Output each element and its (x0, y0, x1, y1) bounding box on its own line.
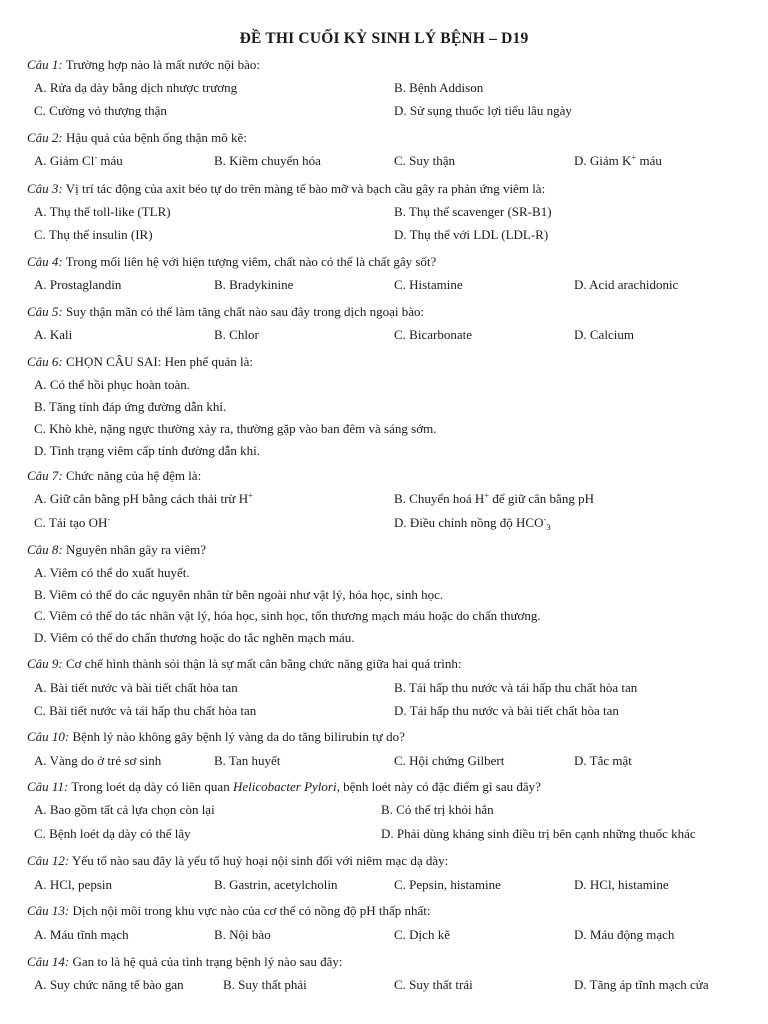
question-14 (27, 954, 343, 970)
option-b[interactable]: B. Thụ thể scavenger (SR-B1) (394, 204, 552, 219)
option-a[interactable]: A. Suy chức năng tế bào gan (34, 977, 184, 992)
question-text: Nguyên nhân gây ra viêm? (66, 542, 207, 557)
question-text: Dịch nội môi trong khu vực nào của cơ thể có nồng độ pH thấp nhất: (72, 903, 431, 918)
question-number: Câu 9: (27, 656, 63, 671)
option-a[interactable]: A. Prostaglandin (34, 277, 122, 292)
question-number: Câu 3: (27, 181, 63, 196)
option-a[interactable]: A. Viêm có thể do xuất huyết. (34, 565, 190, 580)
option-c[interactable]: C. Thụ thể insulin (IR) (34, 227, 153, 242)
option-c[interactable]: C. Suy thận (394, 153, 456, 168)
option-c[interactable]: C. Cường vỏ thượng thận (34, 103, 167, 118)
option-a[interactable]: A. Thụ thể toll-like (TLR) (34, 204, 171, 219)
option-d[interactable]: D. Tình trạng viêm cấp tính đường dẫn khí. (34, 443, 260, 458)
option-a[interactable]: A. Máu tĩnh mạch (34, 927, 129, 942)
question-number: Câu 12: (27, 853, 70, 868)
option-a[interactable]: A. Bao gồm tất cả lựa chọn còn lại (34, 802, 215, 817)
option-c[interactable]: C. Bệnh loét dạ dày có thể lây (34, 826, 191, 841)
option-b[interactable]: B. Bradykinine (214, 277, 294, 292)
question-8 (27, 542, 206, 558)
question-text: Trong mối liên hệ với hiện tượng viêm, chất nào có thể là chất gây sốt? (65, 254, 437, 269)
question-2 (27, 130, 247, 146)
question-text: Suy thận mãn có thể làm tăng chất nào sau đây trong dịch ngoại bào: (66, 304, 425, 319)
option-d[interactable]: D. Calcium (574, 327, 634, 342)
question-10 (27, 729, 405, 745)
option-a[interactable]: A. Có thể hồi phục hoàn toàn. (34, 377, 190, 392)
question-text: Trong loét dạ dày có liên quan Helicobacter Pylori, bệnh loét này có đặc điểm gì sau đây? (71, 779, 541, 794)
question-number: Câu 4: (27, 254, 63, 269)
option-a[interactable]: A. Vàng do ở trẻ sơ sinh (34, 753, 162, 768)
question-text: Trường hợp nào là mất nước nội bào: (65, 57, 260, 72)
option-b[interactable]: B. Tan huyết (214, 753, 281, 768)
option-b[interactable]: B. Bệnh Addison (394, 80, 484, 95)
option-d[interactable]: D. Phải dùng kháng sinh điều trị bên cạnh những thuốc khác (381, 826, 696, 841)
question-number: Câu 1: (27, 57, 63, 72)
question-13 (27, 903, 430, 919)
option-c[interactable]: C. Suy thất trái (394, 977, 473, 992)
option-d[interactable]: D. Tắc mật (574, 753, 632, 768)
question-text: Vị trí tác động của axit béo tự do trên màng tế bào mỡ và bạch cầu gây ra phản ứng viêm là: (65, 181, 546, 196)
question-11 (27, 779, 541, 795)
option-a[interactable]: A. Giữ cân bằng pH bằng cách thải trừ H+ (34, 490, 253, 506)
question-9 (27, 656, 462, 672)
question-text: Yếu tố nào sau đây là yếu tố huỷ hoại nội sinh đối với niêm mạc dạ dày: (72, 853, 449, 868)
option-c[interactable]: C. Tái tạo OH- (34, 514, 111, 530)
option-c[interactable]: C. Pepsin, histamine (394, 877, 501, 892)
question-text: Gan to là hệ quả của tình trạng bệnh lý nào sau đây: (72, 954, 343, 969)
question-number: Câu 14: (27, 954, 70, 969)
question-4 (27, 254, 436, 270)
option-a[interactable]: A. HCl, pepsin (34, 877, 112, 892)
question-number: Câu 10: (27, 729, 70, 744)
option-b[interactable]: B. Có thể trị khỏi hẳn (381, 802, 494, 817)
option-d[interactable]: D. Sử sụng thuốc lợi tiểu lâu ngày (394, 103, 572, 118)
option-b[interactable]: B. Chuyển hoá H+ để giữ cân bằng pH (394, 490, 594, 506)
question-text: CHỌN CÂU SAI: Hen phế quản là: (66, 354, 254, 369)
option-d[interactable]: D. Thụ thể với LDL (LDL-R) (394, 227, 549, 242)
option-b[interactable]: B. Tăng tính đáp ứng đường dẫn khí. (34, 399, 227, 414)
option-d[interactable]: D. Máu động mạch (574, 927, 675, 942)
option-d[interactable]: D. HCl, histamine (574, 877, 669, 892)
option-d[interactable]: D. Tăng áp tĩnh mạch cửa (574, 977, 709, 992)
option-a[interactable]: A. Giảm Cl- máu (34, 152, 123, 168)
question-number: Câu 11: (27, 779, 69, 794)
option-c[interactable]: C. Viêm có thể do tác nhân vật lý, hóa học, sinh học, tổn thương mạch máu hoặc do chấn thương. (34, 608, 541, 623)
option-c[interactable]: C. Hội chứng Gilbert (394, 753, 505, 768)
option-b[interactable]: B. Suy thất phải (223, 977, 307, 992)
option-d[interactable]: D. Điều chỉnh nồng độ $HCO^-_3$ (394, 514, 551, 532)
option-a[interactable]: A. Kali (34, 327, 73, 342)
option-b[interactable]: B. Kiềm chuyển hóa (214, 153, 321, 168)
question-number: Câu 8: (27, 542, 63, 557)
option-d[interactable]: D. Viêm có thể do chấn thương hoặc do tắc nghẽn mạch máu. (34, 630, 355, 645)
question-number: Câu 7: (27, 468, 63, 483)
question-text: Bệnh lý nào không gây bệnh lý vàng da do tăng bilirubin tự do? (72, 729, 405, 744)
question-3 (27, 181, 545, 197)
option-b[interactable]: B. Chlor (214, 327, 259, 342)
option-c[interactable]: C. Bài tiết nước và tái hấp thu chất hòa tan (34, 703, 257, 718)
question-number: Câu 13: (27, 903, 70, 918)
question-text: Hậu quả của bệnh ống thận mô kẽ: (66, 130, 247, 145)
question-5 (27, 304, 424, 320)
option-b[interactable]: B. Gastrin, acetylcholin (214, 877, 338, 892)
option-c[interactable]: C. Khò khè, nặng ngực thường xảy ra, thường gặp vào ban đêm và sáng sớm. (34, 421, 437, 436)
option-c[interactable]: C. Bicarbonate (394, 327, 472, 342)
option-d[interactable]: D. Giảm K+ máu (574, 152, 662, 168)
question-7 (27, 468, 201, 484)
option-b[interactable]: B. Tái hấp thu nước và tái hấp thu chất hòa tan (394, 680, 638, 695)
question-text: Cơ chế hình thành sỏi thận là sự mất cân bằng chức năng giữa hai quá trình: (66, 656, 462, 671)
option-b[interactable]: B. Nội bào (214, 927, 271, 942)
question-number: Câu 6: (27, 354, 63, 369)
page-title: ĐỀ THI CUỐI KỲ SINH LÝ BỆNH – D19 (239, 30, 529, 47)
question-1 (27, 57, 260, 73)
question-12 (27, 853, 448, 869)
option-c[interactable]: C. Dịch kẽ (394, 927, 450, 942)
question-text: Chức năng của hệ đệm là: (66, 468, 202, 483)
question-6 (27, 354, 253, 370)
option-c[interactable]: C. Histamine (394, 277, 463, 292)
option-a[interactable]: A. Rửa dạ dày bằng dịch nhược trương (34, 80, 238, 95)
question-number: Câu 2: (27, 130, 63, 145)
option-d[interactable]: D. Acid arachidonic (574, 277, 679, 292)
option-a[interactable]: A. Bài tiết nước và bài tiết chất hòa tan (34, 680, 238, 695)
option-b[interactable]: B. Viêm có thể do các nguyên nhân từ bên ngoài như vật lý, hóa học, sinh học. (34, 587, 444, 602)
question-number: Câu 5: (27, 304, 63, 319)
option-d[interactable]: D. Tái hấp thu nước và bài tiết chất hòa tan (394, 703, 619, 718)
